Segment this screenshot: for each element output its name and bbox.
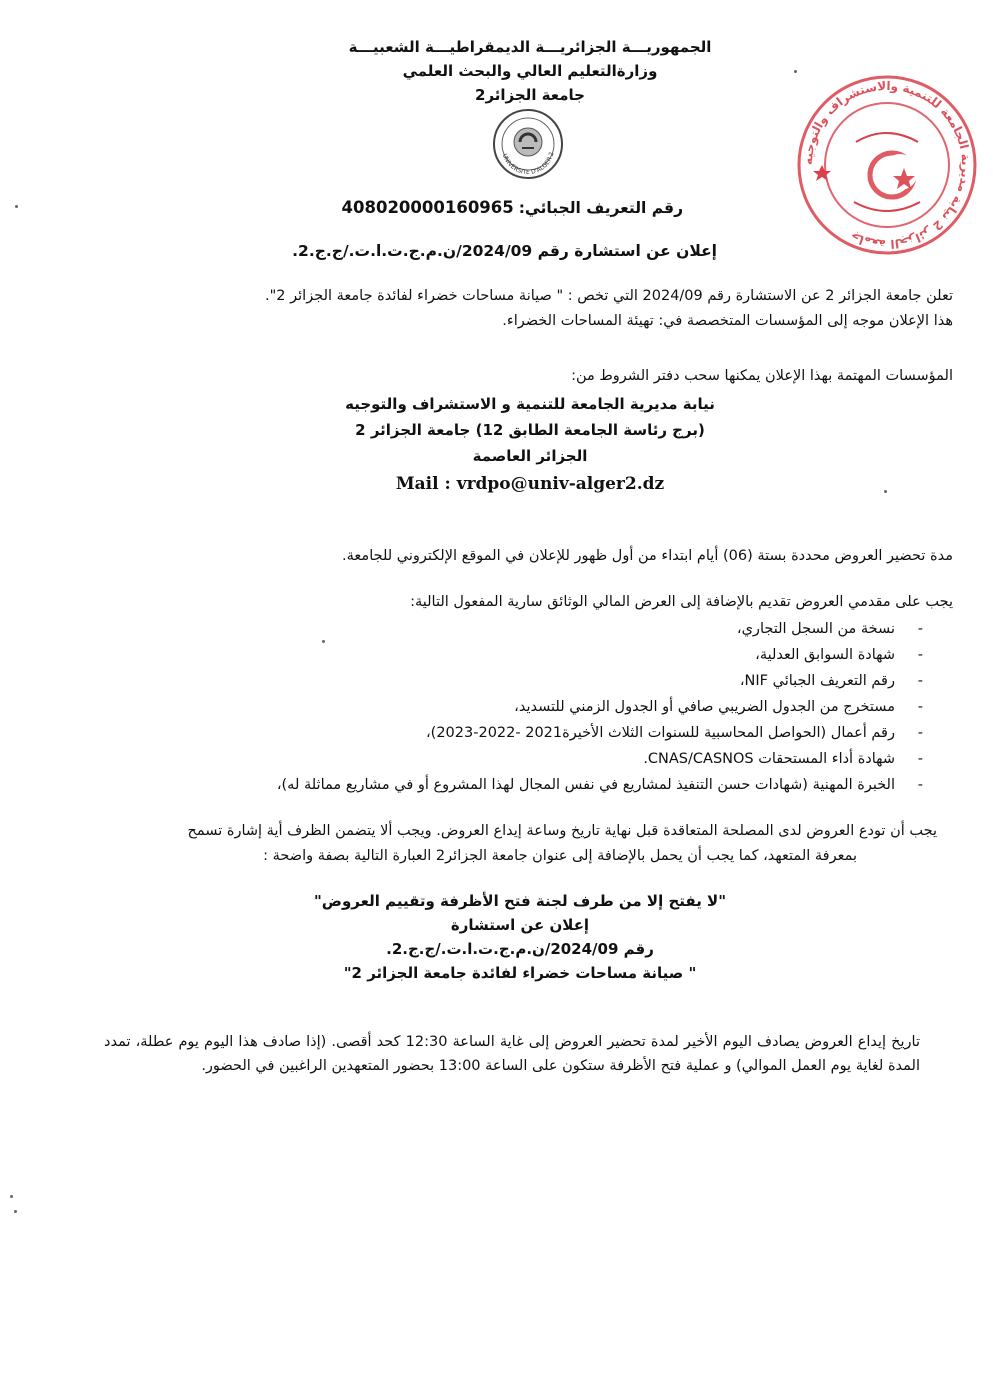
intro-line-1: تعلن جامعة الجزائر 2 عن الاستشارة رقم 2024/09 التي تخص : " صيانة مساحات خضراء لفائدة جامعة الجزائر 2". <box>265 288 953 304</box>
document-item: نسخة من السجل التجاري، <box>736 621 895 637</box>
list-item <box>203 720 923 746</box>
scan-speck <box>10 1195 13 1198</box>
list-item <box>203 668 923 694</box>
list-item <box>203 772 923 798</box>
intro-line-2: هذا الإعلان موجه إلى المؤسسات المتخصصة في: تهيئة المساحات الخضراء. <box>502 313 953 329</box>
bullet-dash: - <box>917 621 923 637</box>
list-item <box>203 746 923 772</box>
document-item: شهادة أداء المستحقات CNAS/CASNOS. <box>643 751 895 767</box>
envelope-line-1: "لا يفتح إلا من طرف لجنة فتح الأظرفة وتقييم العروض" <box>313 892 727 910</box>
bullet-dash: - <box>917 777 923 793</box>
official-stamp <box>794 72 980 258</box>
stamp-text: جامعة الجزائر 2 نيابة مديرية الجامعة للتنمية والاستشراف والتوجيه <box>800 78 974 252</box>
document-item: مستخرج من الجدول الضريبي صافي أو الجدول الزمني للتسديد، <box>514 699 895 715</box>
document-item: شهادة السوابق العدلية، <box>755 647 895 663</box>
withdrawal-city: الجزائر العاصمة <box>472 447 588 465</box>
university-logo <box>492 108 564 180</box>
list-item <box>203 642 923 668</box>
document-item: رقم أعمال (الحواصل المحاسبية للسنوات الثلاث الأخيرة2021 -2022-2023)، <box>425 725 895 741</box>
university-line: جامعة الجزائر2 <box>475 86 585 104</box>
announcement-title: إعلان عن استشارة رقم 2024/09/ن.م.ج.ت.ا.ت./ج.ج.2. <box>292 242 717 260</box>
documents-list <box>203 616 923 798</box>
scan-speck <box>884 490 887 493</box>
tax-id-label: رقم التعريف الجبائي: <box>518 199 683 217</box>
envelope-line-2: إعلان عن استشارة <box>450 916 590 934</box>
ministry-line: وزارةالتعليم العالي والبحث العلمي <box>402 62 658 80</box>
withdrawal-office: نيابة مديرية الجامعة للتنمية و الاستشراف والتوجيه <box>345 395 715 413</box>
preparation-duration: مدة تحضير العروض محددة بستة (06) أيام ابتداء من أول ظهور للإعلان في الموقع الإلكتروني للجامعة. <box>342 548 953 564</box>
envelope-line-3: رقم 2024/09/ن.م.ج.ت.ا.ت./ج.ج.2. <box>386 940 654 958</box>
list-item <box>203 694 923 720</box>
list-item <box>203 616 923 642</box>
withdrawal-address: (برج رئاسة الجامعة الطابق 12) جامعة الجزائر 2 <box>355 421 705 439</box>
scan-speck <box>322 640 325 643</box>
republic-line: الجمهوريـــة الجزائريـــة الديمقراطيـــة الشعبيـــة <box>348 38 712 56</box>
scan-speck <box>14 1210 17 1213</box>
logo-text: UNIVERSITE D'ALGER 2 <box>500 151 556 177</box>
bullet-dash: - <box>917 699 923 715</box>
bullet-dash: - <box>917 751 923 767</box>
documents-intro: يجب على مقدمي العروض تقديم بالإضافة إلى العرض المالي الوثائق سارية المفعول التالية: <box>410 594 953 610</box>
bullet-dash: - <box>917 725 923 741</box>
deposit-line-2: بمعرفة المتعهد، كما يجب أن يحمل بالإضافة إلى عنوان جامعة الجزائر2 العبارة التالية بصفة واضحة : <box>263 848 857 864</box>
tax-id-value: 408020000160965 <box>341 198 514 217</box>
bullet-dash: - <box>917 673 923 689</box>
bullet-dash: - <box>917 647 923 663</box>
deadline-paragraph: تاريخ إيداع العروض يصادف اليوم الأخير لمدة تحضير العروض إلى غاية الساعة 12:30 كحد أقصى. (إذا صادف هذا اليوم يوم عطلة، تمدد المدة لغاية يوم العمل الموالي) و عملية فتح الأظرفة ستكون على الساعة 13:00 بحضور المتعهدين الراغبين في الحضور. <box>104 1034 920 1074</box>
document-item: الخبرة المهنية (شهادات حسن التنفيذ لمشاريع في نفس المجال لهذا المشروع أو في مشاريع مماثلة له)، <box>276 777 895 793</box>
contact-email[interactable]: Mail : vrdpo@univ-alger2.dz <box>395 474 665 494</box>
envelope-line-4: " صيانة مساحات خضراء لفائدة جامعة الجزائر 2" <box>343 964 697 982</box>
document-item: رقم التعريف الجبائي NIF، <box>739 673 895 689</box>
scan-speck <box>794 70 797 73</box>
deposit-line-1: يجب أن تودع العروض لدى المصلحة المتعاقدة قبل نهاية تاريخ وساعة إيداع العروض. ويجب ألا يتضمن الظرف أية إشارة تسمح <box>187 823 937 839</box>
tax-id-line <box>342 198 683 217</box>
withdrawal-intro: المؤسسات المهتمة بهذا الإعلان يمكنها سحب دفتر الشروط من: <box>571 368 953 384</box>
scan-speck <box>15 205 18 208</box>
